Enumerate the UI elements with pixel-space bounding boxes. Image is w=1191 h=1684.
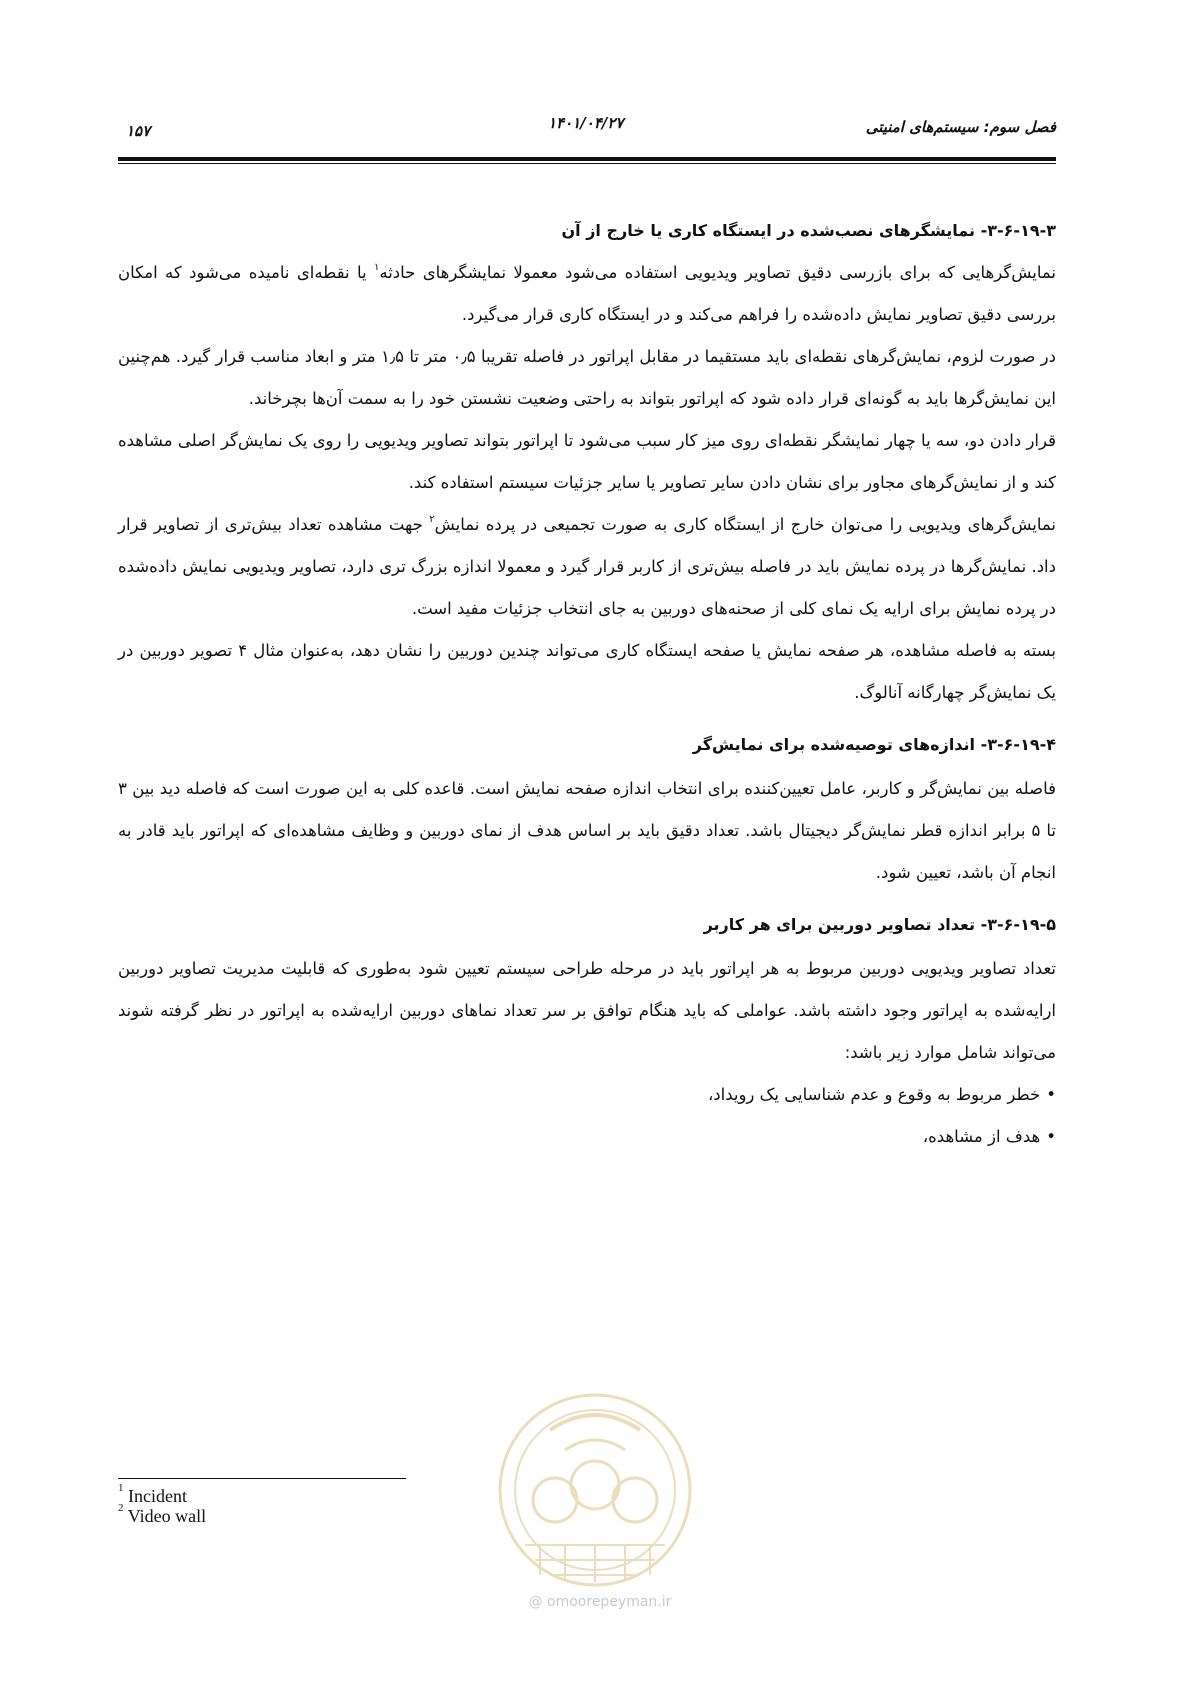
page-number: ۱۵۷ xyxy=(126,122,151,140)
paragraph-text: نمایش‌گرهایی که برای بازرسی دقیق تصاویر ویدیویی استفاده می‌شود معمولا نمایشگرهای حادثه xyxy=(379,263,1057,282)
paragraph: در صورت لزوم، نمایش‌گرهای نقطه‌ای باید مستقیما در مقابل اپراتور در فاصله تقریبا ۰٫۵ متر تا ۱٫۵ متر و ابعاد مناسب قرار گیرد. هم‌چنین این نمایش‌گرها باید به گونه‌ای قرار داده شود که اپراتور بتواند به راحتی وضعیت نشستن خود را به سمت آن‌ها بچرخاند. xyxy=(118,347,1056,408)
footnote-text: Video wall xyxy=(127,1506,207,1526)
paragraph: بسته به فاصله مشاهده، هر صفحه نمایش یا صفحه ایستگاه کاری می‌تواند چندین دوربین را نشان دهد، به‌عنوان مثال ۴ تصویر دوربین در یک نمایش‌گر چهارگانه آنالوگ. xyxy=(118,641,1056,702)
paragraph-text: نمایش‌گرهای ویدیویی را می‌توان خارج از ایستگاه کاری به صورت تجمیعی در پرده نمایش xyxy=(434,515,1056,534)
paragraph: تعداد تصاویر ویدیویی دوربین مربوط به هر اپراتور باید در مرحله طراحی سیستم تعیین شود به‌طوری که قابلیت مدیریت تصاویر دوربین ارایه‌شده به اپراتور وجود داشته باشد. عواملی که باید هنگام توافق بر سر تعداد نماهای دوربین ارایه‌شده به اپراتور در نظر گرفته شوند می‌تواند شامل موارد زیر باشد: xyxy=(118,959,1056,1062)
list-item xyxy=(118,1074,1056,1116)
list-item-text: خطر مربوط به وقوع و عدم شناسایی یک رویداد، xyxy=(707,1085,1041,1104)
page-body xyxy=(118,218,1056,1158)
list-item-text: هدف از مشاهده، xyxy=(922,1127,1041,1146)
section-heading: ۳-۶-۱۹-۴- اندازه‌های توصیه‌شده برای نمایش‌گر xyxy=(692,735,1056,754)
paragraph xyxy=(118,252,1056,336)
header-rule-thin xyxy=(118,163,1056,164)
footnote-number: 2 xyxy=(118,1502,124,1514)
bullet-icon: • xyxy=(1046,1085,1056,1104)
footnote-marker[interactable]: ۲ xyxy=(429,513,435,525)
footnote-marker[interactable]: ۱ xyxy=(373,261,380,273)
footnote-number: 1 xyxy=(118,1482,124,1494)
bullet-icon: • xyxy=(1046,1127,1056,1146)
paragraph: قرار دادن دو، سه یا چهار نمایشگر نقطه‌ای روی میز کار سبب می‌شود تا اپراتور بتواند تصاویر ویدیویی را روی یک نمایش‌گر اصلی مشاهده کند و از نمایش‌گرهای مجاور برای نشان دادن سایر تصاویر یا سایر جزئیات سیستم استفاده کند. xyxy=(118,431,1056,492)
section-heading: ۳-۶-۱۹-۵- تعداد تصاویر دوربین برای هر کاربر xyxy=(703,915,1056,934)
bullet-list xyxy=(118,1074,1056,1158)
paragraph xyxy=(118,504,1056,630)
footnote xyxy=(118,1502,518,1526)
footnote-rule xyxy=(118,1478,406,1479)
header-date: ۱۴۰۱/۰۴/۲۷ xyxy=(548,114,624,132)
paragraph-text: جهت مشاهده تعداد بیش‌تری از تصاویر قرار داد. نمایش‌گرها در پرده نمایش باید در فاصله بیش‌تری از کاربر قرار گیرد و معمولا اندازه بزرگ تری دارد، تصاویر ویدیویی نمایش داده‌شده در پرده نمایش برای ارایه یک نمای کلی از صحنه‌های دوربین به جای انتخاب جزئیات مفید است. xyxy=(118,515,1056,618)
header-rule-thick xyxy=(118,157,1056,161)
footnotes xyxy=(118,1482,518,1526)
footnote xyxy=(118,1482,518,1506)
paragraph-text: یا نقطه‌ای نامیده می‌شود که امکان بررسی دقیق تصاویر نمایش داده‌شده را فراهم می‌کند و در ایستگاه کاری قرار می‌گیرد. xyxy=(118,263,1056,324)
chapter-title: فصل سوم: سیستم‌های امنیتی xyxy=(865,118,1056,136)
footnote-text: Incident xyxy=(128,1486,187,1506)
running-header xyxy=(118,112,1056,146)
watermark-text: @ omoorepeyman.ir xyxy=(528,1594,672,1610)
list-item xyxy=(118,1116,1056,1158)
paragraph: فاصله بین نمایش‌گر و کاربر، عامل تعیین‌کننده برای انتخاب اندازه صفحه نمایش است. قاعده کلی به این صورت است که فاصله دید بین ۳ تا ۵ برابر اندازه قطر نمایش‌گر دیجیتال باشد. تعداد دقیق باید بر اساس هدف از نمای دوربین و وظایف مشاهده‌ای که اپراتور باید قادر به انجام آن باشد، تعیین شود. xyxy=(118,779,1056,882)
section-heading: ۳-۶-۱۹-۳- نمایشگرهای نصب‌شده در ایستگاه کاری یا خارج از آن xyxy=(561,221,1056,240)
